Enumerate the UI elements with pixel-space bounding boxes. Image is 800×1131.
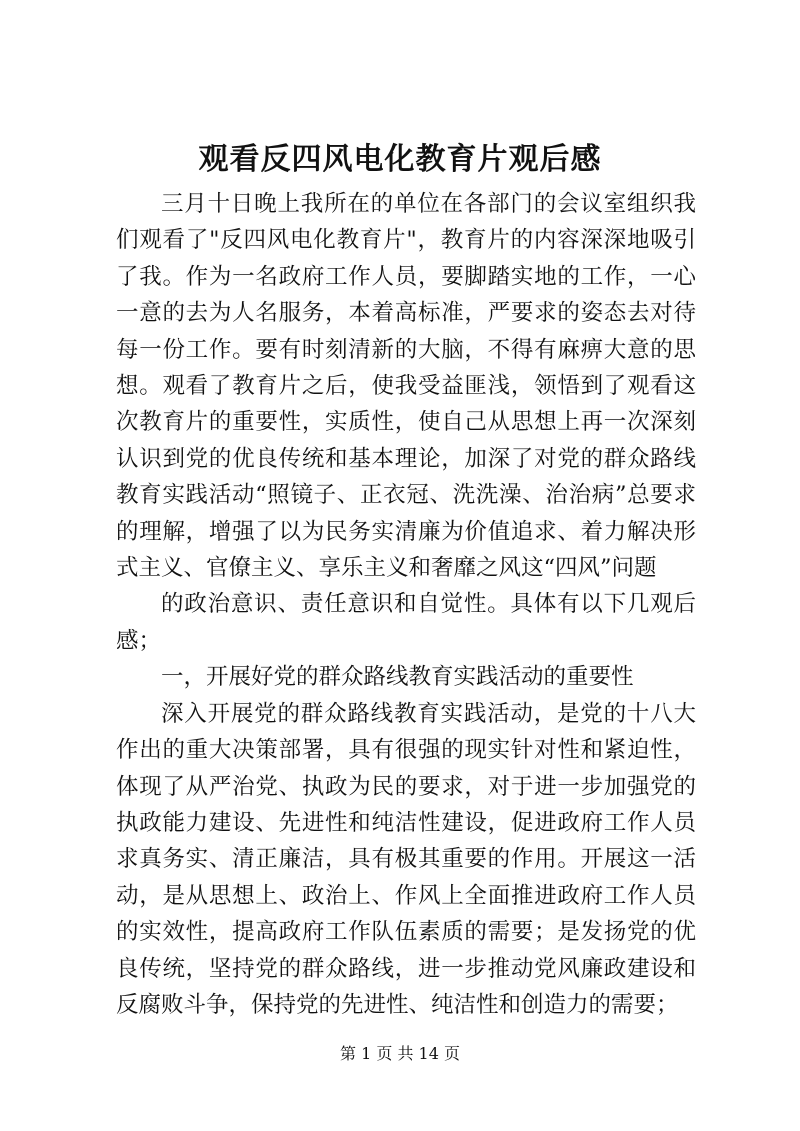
document-body bbox=[116, 186, 696, 1023]
paragraph-continuation: 的政治意识、责任意识和自觉性。具体有以下几观后感； bbox=[116, 591, 696, 654]
section-heading-1: 一，开展好党的群众路线教育实践活动的重要性 bbox=[161, 664, 634, 691]
paragraph-section-1: 深入开展党的群众路线教育实践活动，是党的十八大作出的重大决策部署，具有很强的现实针对性和紧迫性，体现了从严治党、执政为民的要求，对于进一步加强党的执政能力建设、先进性和纯洁性建设，促进政府工作人员求真务实、清正廉洁，具有极其重要的作用。开展这一活动，是从思想上、政治上、作风上全面推进政府工作人员的实效性，提高政府工作队伍素质的需要；是发扬党的优良传统，坚持党的群众路线，进一步推动党风廉政建设和反腐败斗争，保持党的先进性、纯洁性和创造力的需要； bbox=[116, 700, 696, 1018]
paragraph-intro: 三月十日晚上我所在的单位在各部门的会议室组织我们观看了"反四风电化教育片"，教育片的内容深深地吸引了我。作为一名政府工作人员，要脚踏实地的工作，一心一意的去为人名服务，本着高标准，严要求的姿态去对待每一份工作。要有时刻清新的大脑，不得有麻痹大意的思想。观看了教育片之后，使我受益匪浅，领悟到了观看这次教育片的重要性，实质性，使自己从思想上再一次深刻认识到党的优良传统和基本理论，加深了对党的群众路线教育实践活动“照镜子、正衣冠、洗洗澡、治治病”总要求的理解，增强了以为民务实清廉为价值追求、着力解决形式主义、官僚主义、享乐主义和奢靡之风这“四风”问题 bbox=[116, 191, 696, 582]
page-footer: 第 1 页 共 14 页 bbox=[340, 1044, 460, 1063]
document-title: 观看反四风电化教育片观后感 bbox=[198, 142, 602, 177]
